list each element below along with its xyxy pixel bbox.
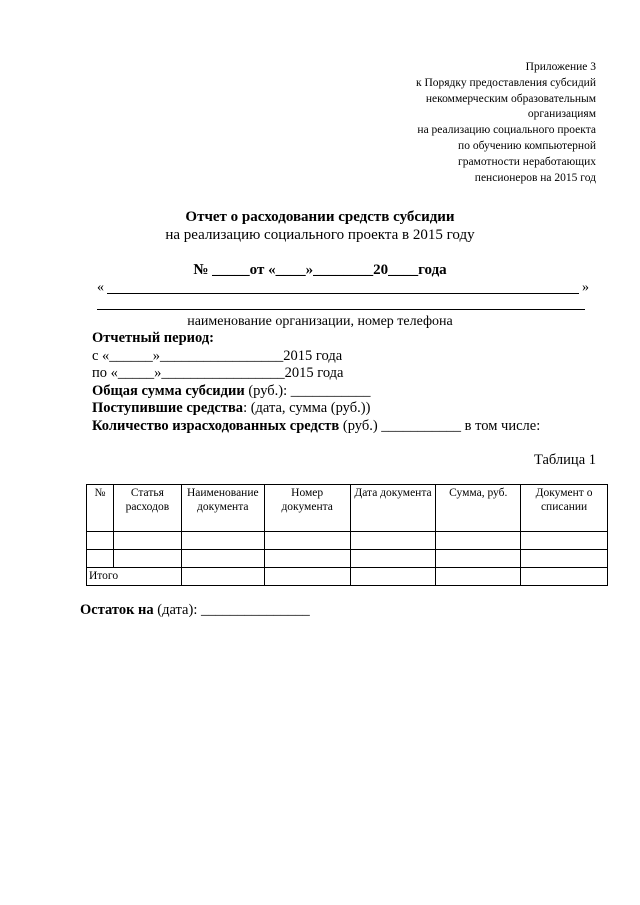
table-cell[interactable] bbox=[350, 550, 436, 568]
received-label: Поступившие средства bbox=[92, 400, 244, 417]
expense-table bbox=[86, 484, 608, 586]
spent-line bbox=[92, 418, 612, 436]
document-title bbox=[0, 208, 640, 244]
header-line: Приложение 3 bbox=[525, 61, 596, 73]
table-cell[interactable] bbox=[264, 550, 350, 568]
appendix-header bbox=[356, 60, 596, 186]
table-cell[interactable] bbox=[113, 550, 181, 568]
quote-open: « bbox=[97, 280, 104, 295]
table-cell[interactable] bbox=[350, 532, 436, 550]
table-row bbox=[87, 550, 608, 568]
report-number-line: № _____от «____»________20____года bbox=[193, 262, 447, 278]
col-header-document-date: Дата документа bbox=[350, 485, 436, 532]
title-main: Отчет о расходовании средств субсидии bbox=[185, 209, 455, 225]
header-line: пенсионеров на 2015 год bbox=[474, 171, 596, 184]
balance-rest: (дата): _______________ bbox=[153, 602, 310, 618]
total-subsidy-rest: (руб.): ___________ bbox=[244, 382, 371, 399]
total-label: Итого bbox=[87, 568, 182, 586]
header-line: грамотности неработающих bbox=[457, 155, 596, 168]
col-header-amount: Сумма, руб. bbox=[436, 485, 521, 532]
table-cell[interactable] bbox=[350, 568, 436, 586]
table-cell[interactable] bbox=[181, 568, 264, 586]
balance-label: Остаток на bbox=[80, 602, 154, 618]
table-total-row bbox=[87, 568, 608, 586]
spent-rest: (руб.) ___________ в том числе: bbox=[339, 417, 541, 434]
table-cell[interactable] bbox=[264, 532, 350, 550]
table-cell[interactable] bbox=[87, 550, 114, 568]
period-to: по «_____»_________________2015 года bbox=[92, 365, 344, 382]
spent-label: Количество израсходованных средств bbox=[92, 417, 340, 434]
col-header-document-name: Наименование документа bbox=[181, 485, 264, 532]
table-cell[interactable] bbox=[521, 550, 608, 568]
header-line: по обучению компьютерной bbox=[458, 139, 596, 152]
header-line: к Порядку предоставления субсидий bbox=[416, 76, 596, 89]
period-from: с «______»_________________2015 года bbox=[92, 347, 343, 364]
total-subsidy-label: Общая сумма субсидии bbox=[92, 382, 245, 399]
received-line bbox=[92, 400, 612, 418]
report-form bbox=[92, 330, 612, 436]
balance-line bbox=[80, 602, 310, 619]
quote-close: » bbox=[582, 280, 589, 295]
table-row bbox=[87, 532, 608, 550]
org-caption: наименование организации, номер телефона bbox=[187, 314, 453, 329]
col-header-writeoff-document: Документ о списании bbox=[521, 485, 608, 532]
header-line: на реализацию социального проекта bbox=[417, 124, 596, 137]
header-line: некоммерческим образовательным bbox=[425, 92, 596, 105]
table-cell[interactable] bbox=[87, 532, 114, 550]
period-label: Отчетный период: bbox=[92, 330, 214, 346]
table-cell[interactable] bbox=[436, 568, 521, 586]
table-cell[interactable] bbox=[181, 532, 264, 550]
table-cell[interactable] bbox=[436, 532, 521, 550]
table-cell[interactable] bbox=[264, 568, 350, 586]
title-sub: на реализацию социального проекта в 2015 году bbox=[165, 227, 475, 243]
table-header-row bbox=[87, 485, 608, 532]
org-name-rule-2 bbox=[97, 309, 585, 310]
received-rest: : (дата, сумма (руб.)) bbox=[243, 400, 371, 417]
table-cell[interactable] bbox=[181, 550, 264, 568]
table-cell[interactable] bbox=[436, 550, 521, 568]
table-cell[interactable] bbox=[521, 532, 608, 550]
header-line: организациям bbox=[527, 108, 596, 121]
total-subsidy-line bbox=[92, 383, 612, 401]
org-name-rule bbox=[107, 293, 579, 294]
table-cell[interactable] bbox=[521, 568, 608, 586]
col-header-expense-item: Статья расходов bbox=[113, 485, 181, 532]
table-caption: Таблица 1 bbox=[533, 452, 596, 468]
col-header-number: № bbox=[87, 485, 114, 532]
table-cell[interactable] bbox=[113, 532, 181, 550]
col-header-document-number: Номер документа bbox=[264, 485, 350, 532]
